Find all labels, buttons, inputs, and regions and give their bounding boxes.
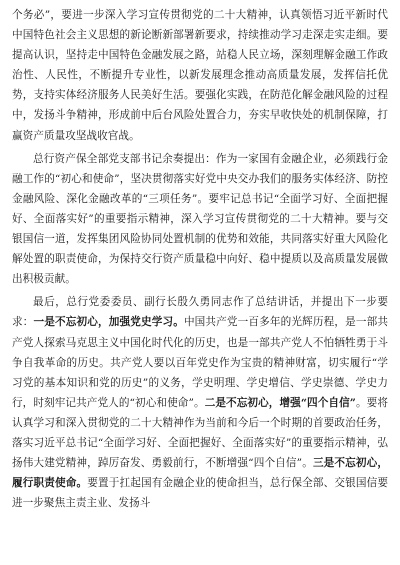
paragraph-summary bbox=[12, 292, 388, 513]
summary-point-3-heading: 三是不忘初心，履行职责使命。 bbox=[12, 457, 389, 490]
summary-point-1-heading: 一是不忘初心，加强党史学习。 bbox=[33, 316, 184, 329]
summary-intro: 最后，总行党委委员、副行长殷久勇同志作了总结讲话，并提出下一步要求： bbox=[12, 296, 388, 329]
summary-point-3-body: 要置于扛起国有金融企业的使命担当，总行保全部、交银国信要进一步聚焦主责主业、发扬斗 bbox=[12, 477, 388, 510]
paragraph-continuation: 个务必”，要进一步深入学习宣传贯彻党的二十大精神，认真领悟习近平新时代中国特色社会主义思想的新论断新部署新要求，持续推动学习走深走实走细。要提高认识，坚持走中国特色金融发展之路，站稳人民立场，深刻理解金融工作政治性、人民性，不断提升专业性，以新发展理念推动高质量发展，发挥信托优势，支持实体经济服务人民美好生活。要强化实践，在防范化解金融风险的过程中，发扬斗争精神，形成前中后台风险处置合力，夯实早收快处的机制保障，打赢资产质量攻坚战收官战。 bbox=[12, 9, 388, 142]
summary-point-2-heading: 二是不忘初心，增强“四个自信” bbox=[204, 396, 356, 409]
summary-point-2-body: 。要将认真学习和深入贯彻党的二十大精神作为当前和今后一个时期的首要政治任务，落实习近平总书记“全面学习好、全面把握好、全面落实好”的重要指示精神，弘扬伟大建党精神，踔厉奋发、勇毅前行，不断增强“四个自信”。 bbox=[12, 396, 388, 470]
summary-point-1-body: 中国共产党一百多年的光辉历程，是一部共产党人探索马克思主义中国化时代化的历史，也是一部共产党人不怕牺牲勇于斗争自我革命的历史。共产党人要以百年党史作为宝贵的精神财富，切实履行“学习党的基本知识和党的历史”的义务，学史明理、学史增信、学史崇德、学史力行，时刻牢记共产党人的“初心和使命”。 bbox=[12, 316, 388, 409]
paragraph-speaker-remarks: 总行资产保全部党支部书记余奏提出：作为一家国有金融企业，必须践行金融工作的“初心和使命”，坚决贯彻落实好党中央交办我们的服务实体经济、防控金融风险、深化金融改革的“三项任务”。要牢记总书记“全面学习好、全面把握好、全面落实好”的重要指示精神，深入学习宣传贯彻党的二十大精神。要与交银国信一道，发挥集团风险协同处置机制的优势和效能，共同落实好重大风险化解处置的职责使命，为保持交行资产质量稳中向好、稳中提质以及高质量发展做出积极贡献。 bbox=[12, 152, 388, 286]
